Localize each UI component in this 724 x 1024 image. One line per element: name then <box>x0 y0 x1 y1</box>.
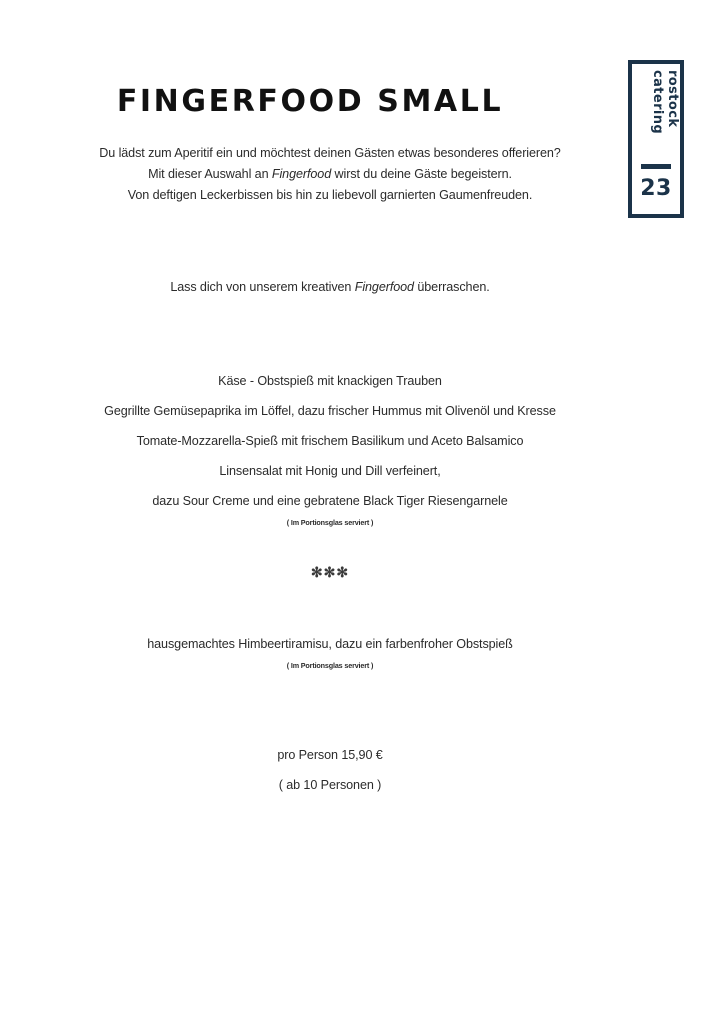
intro-line-2 <box>0 164 660 185</box>
intro-line-2-prefix: Mit dieser Auswahl an <box>148 167 272 181</box>
brand-name-line1: rostock <box>665 70 680 128</box>
intro-line-2-emphasis: Fingerfood <box>271 167 332 181</box>
tagline-line <box>0 277 660 298</box>
pricing-section <box>0 740 660 800</box>
dessert-serving-note: ( Im Portionsglas serviert ) <box>286 661 374 670</box>
section-divider-stars: ✻✻✻ <box>310 564 350 580</box>
course-item: Linsensalat mit Honig und Dill verfeinert, <box>219 464 441 478</box>
tagline-emphasis: Fingerfood <box>354 280 414 294</box>
brand-name-line2: catering <box>650 70 665 135</box>
price-per-person: pro Person 15,90 € <box>277 748 383 762</box>
tagline-suffix: überraschen. <box>413 280 490 294</box>
intro-line-2-suffix: wirst du deine Gäste begeistern. <box>331 167 512 181</box>
course-item: Tomate-Mozzarella-Spieß mit frischem Basilikum und Aceto Balsamico <box>136 434 524 448</box>
course-list <box>0 366 660 530</box>
dessert-item: hausgemachtes Himbeertiramisu, dazu ein farbenfroher Obstspieß <box>147 637 513 651</box>
course-item: Gegrillte Gemüsepaprika im Löffel, dazu frischer Hummus mit Olivenöl und Kresse <box>104 404 556 418</box>
tagline <box>0 277 660 298</box>
course-item: Käse - Obstspieß mit knackigen Trauben <box>218 374 442 388</box>
dessert-section <box>0 629 660 673</box>
intro-line-3: Von deftigen Leckerbissen bis hin zu liebevoll garnierten Gaumenfreuden. <box>127 188 533 202</box>
page-number: 23 <box>640 176 672 201</box>
tagline-prefix: Lass dich von unserem kreativen <box>170 280 355 294</box>
course-item: dazu Sour Creme und eine gebratene Black Tiger Riesengarnele <box>152 494 508 508</box>
intro-line-1: Du lädst zum Aperitif ein und möchtest deinen Gästen etwas besonderes offerieren? <box>99 146 561 160</box>
page-title: FINGERFOOD SMALL <box>116 84 504 120</box>
minimum-persons: ( ab 10 Personen ) <box>278 778 382 792</box>
intro-paragraph <box>0 143 660 206</box>
course-serving-note: ( Im Portionsglas serviert ) <box>286 518 374 527</box>
